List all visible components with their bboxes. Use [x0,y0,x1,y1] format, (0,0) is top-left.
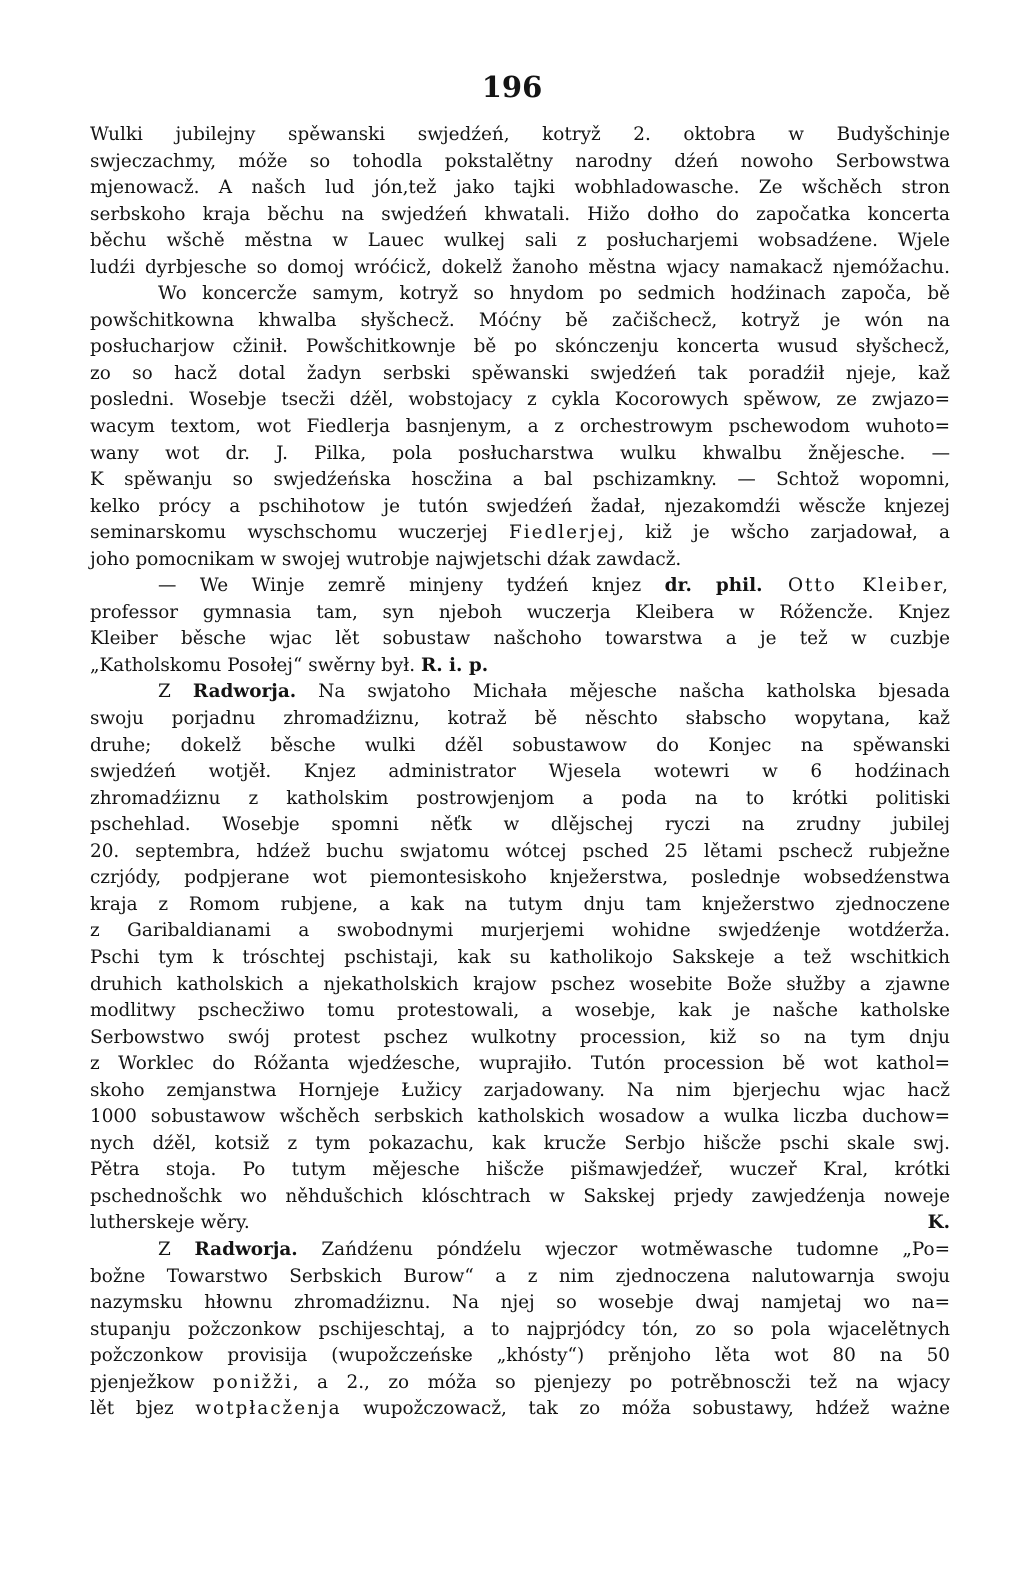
text-segment: pjenježkow [90,1371,213,1393]
text-segment: , kiž je wšcho zarjadował, a [618,522,950,544]
emphasized-word: ponižži [212,1371,293,1393]
text-line: kraja z Romom rubjene, a kak na tutym dnju tam knježerstwo zjednoczene [90,893,950,915]
text-line: modlitwy pschecžiwo tomu protestowali, a wosebje, kak je našche katholske [90,1000,950,1022]
text-line: zo so hacž dotal žadyn serbski spěwanski swjedźeń tak poradźił njeje, kaž [90,362,950,384]
text-line: K spěwanju so swjedźeńska hoscžina a bal pschizamkny. — Schtož wopomni, [90,469,950,491]
text-line [90,679,950,706]
text-line: czrjódy, podpjerane wot piemontesiskoho knježerstwa, poslednje wobsedźenstwa [90,867,950,889]
text-line: swjeczachmy, móže so tohodla pokstalětny narodny dźeń nowoho Serbowstwa [90,150,950,172]
text-line: mjenowacž. A našch lud jón,tež jako tajki wobhladowasche. Ze wšchěch stron [90,177,950,199]
text-segment: Zańdźenu póndźelu wjeczor wotměwasche tudomne „Po= [297,1238,950,1260]
text-line: joho pomocnikam w swojej wutrobje najwjetschi dźak zawdacž. [90,548,682,570]
text-line [90,520,950,547]
text-line: serbskoho kraja běchu na swjedźeń khwatali. Hižo dołho do započatka koncerta [90,203,950,225]
text-line: běchu wšchě městna w Lauec wulkej sali z posłucharjemi wobsadźene. Wjele [90,230,950,252]
dateline-heading: Radworja. [192,681,297,703]
text-line: professor gymnasia tam, syn njeboh wuczerja Kleibera w Róžencže. Knjez [90,601,950,623]
academic-title: dr. phil. [664,575,763,597]
text-line: wany wot dr. J. Pilka, pola posłucharstwa wulku khwalbu žnějesche. — [90,442,950,464]
text-line [90,573,950,600]
text-line: Serbowstwo swój protest pschez wulkotny procession, kiž so na tym dnju [90,1026,950,1048]
text-line: z Garibaldianami a swobodnymi murjerjemi wohidne swjedźenje wotdźerža. [90,920,950,942]
text-segment: lět bjez [90,1398,196,1420]
text-segment: seminarskomu wyschschomu wuczerjej [90,522,509,544]
text-line [90,653,950,680]
text-line [90,1237,950,1264]
text-line: z Worklec do Róžanta wjedźesche, wuprajiło. Tutón procession bě wot kathol= [90,1053,950,1075]
text-line: nych dźěl, kotsiž z tym pokazachu, kak krucže Serbjo hišcže pschi skale swj. [90,1132,950,1154]
text-line: požczonkow provisija (wupožczeńske „khósty“) prěnjoho lěta wot 80 na 50 [90,1345,950,1367]
text-line: powšchitkowna khwalba słyšchecž. Móćny bě začišchecž, kotryž je wón na [90,309,950,331]
text-segment: Z [158,1238,195,1260]
text-line [90,1396,950,1423]
page-number: 196 [481,70,543,104]
text-segment: wupožczowacž, tak zo móža sobustawy, hdźež ważne [341,1398,950,1420]
article-body [90,122,950,1423]
memorial-abbreviation: R. i. p. [420,654,489,676]
text-line: pschehlad. Wosebje spomni něťk w dlějschej ryczi na zrudny jubilej [90,814,950,836]
text-line: kelko prócy a pschihotow je tutón swjedźeń žadał, njezakomdźi wěscže knjezej [90,495,950,517]
text-line: posledni. Wosebje tsecži dźěl, wobstojacy z cykla Kocorowych spěwow, ze zwjazo= [90,389,950,411]
text-line: druhe; dokelž běsche wulki dźěl sobustawow do Konjec na spěwanski [90,734,950,756]
text-segment: „Katholskomu Posołej“ swěrny był. [90,654,421,676]
text-segment: Z [158,681,193,703]
author-signature: K. [927,1212,950,1234]
text-line: skoho zemjanstwa Hornjeje Łužicy zarjadowany. Na nim bjerjechu wjac hacž [90,1079,950,1101]
text-line: Wulki jubilejny spěwanski swjedźeń, kotryž 2. oktobra w Budyšchinje [90,124,950,145]
person-name: Otto Kleiber, [762,575,950,597]
text-line: stupanju požczonkow pschijeschtaj, a to najprjódcy tón, zo so pola wjacelětnych [90,1318,950,1340]
text-line: zhromadźiznu z katholskim postrowjenjom a poda na to krótki politiski [90,787,950,809]
text-line: ludźi dyrbjesche so domoj wróćicž, dokelž žanoho městna wjacy namakacž njemóžachu. [90,256,950,278]
person-name: Fiedlerjej [508,522,619,544]
text-line: Pětra stoja. Po tutym mějesche hišcže pišmawjedźeř, wuczeř Kral, krótki [90,1159,950,1181]
text-line: 20. septembra, hdźež buchu swjatomu wótcej psched 25 lětami pschecž rubježne [90,840,950,862]
text-line: Pschi tym k tróschtej pschistaji, kak su katholikojo Sakskeje a tež wschitkich [90,946,950,968]
text-line [90,1210,950,1237]
text-line: Wo koncercže samym, kotryž so hnydom po sedmich hodźinach započa, bě [158,283,950,305]
dateline-heading: Radworja. [194,1238,298,1260]
text-line: swjedźeń wotjěł. Knjez administrator Wjesela wotewri w 6 hodźinach [90,761,950,783]
text-segment: Na swjatoho Michała mějesche našcha katholska bjesada [296,681,950,703]
text-line: 1000 sobustawow wšchěch serbskich katholskich wosadow a wulka liczba duchow= [90,1106,950,1128]
emphasized-word: wotpłacženja [195,1398,342,1420]
text-segment: lutherskeje wěry. [90,1212,250,1234]
text-line: nazymsku hłownu zhromadźiznu. Na njej so wosebje dwaj namjetaj wo na= [90,1292,950,1314]
text-line: druhich katholskich a njekatholskich krajow pschez wosebite Bože słužby a zjawne [90,973,950,995]
text-line [90,1370,950,1397]
text-line: Kleiber běsche wjac lět sobustaw našchoho towarstwa a je tež w cuzbje [90,628,950,650]
text-line: pschednošchk wo něhdušchich klóschtrach w Sakskej prjedy zawjedźenja noweje [90,1185,950,1207]
text-segment: — We Winje zemrě minjeny tydźeń knjez [158,575,665,597]
text-line: posłucharjow cžinił. Powšchitkownje bě po skónczenju koncerta wusud słyšchecž, [90,336,950,358]
text-line: swoju porjadnu zhromadźiznu, kotraž bě něschto słabscho wopytana, kaž [90,708,950,730]
text-line: wacym textom, wot Fiedlerja basnjenym, a z orchestrowym pschewodom wuhoto= [90,416,950,438]
text-segment: , a 2., zo móža so pjenjezy po potrěbnoscži tež na wjacy [292,1371,950,1393]
text-line: božne Towarstwo Serbskich Burow“ a z nim zjednoczena nalutowarnja swoju [90,1265,950,1287]
